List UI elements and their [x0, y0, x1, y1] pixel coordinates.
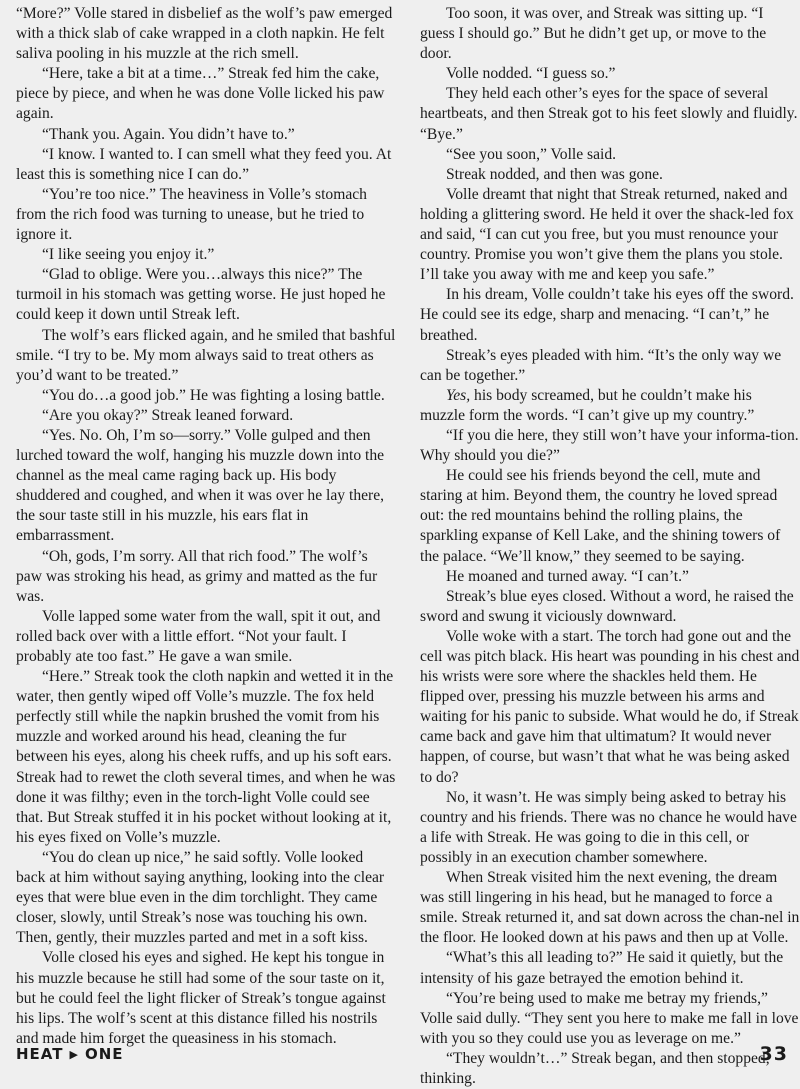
paragraph-text: “Are you okay?” Streak leaned forward. — [42, 406, 294, 424]
paragraph — [16, 386, 396, 406]
left-text-column — [16, 4, 396, 1049]
paragraph-text: “What’s this all leading to?” He said it quietly, but the intensity of his gaze betrayed the emotion behind it. — [420, 949, 784, 987]
paragraph-text: “Thank you. Again. You didn’t have to.” — [42, 125, 295, 143]
paragraph — [420, 185, 800, 285]
paragraph — [16, 64, 396, 124]
paragraph-text: “You’re being used to make me betray my friends,” Volle said dully. “They sent you here to make me fall in love with you so they could use you as leverage on me.” — [420, 989, 799, 1047]
paragraph — [420, 788, 800, 868]
paragraph-text: “Here.” Streak took the cloth napkin and wetted it in the water, then gently wiped off Volle’s muzzle. The fox held perfectly still while the napkin brushed the vomit from his muzzle and worked around his head, cleaning the fur between his eyes, along his cheek ruffs, and up his soft ears. Streak had to rewet the cloth several times, and when he was done it was filthy; even in the torch-light Volle could see that. But Streak stuffed it in his pocket without looking at it, his eyes fixed on Volle’s muzzle. — [16, 668, 396, 846]
paragraph-text: He could see his friends beyond the cell, mute and staring at him. Beyond them, the country he loved spread out: the red mountains behind the rolling plains, the sparkling expanse of Kell Lake, and the shining towers of the palace. “We’ll know,” they seemed to be saying. — [420, 467, 781, 565]
paragraph — [16, 125, 396, 145]
paragraph-text: When Streak visited him the next evening, the dream was still lingering in his head, but he managed to force a smile. Streak returned it, and sat down across the chan-nel in the floor. He looked down at his paws and then up at Volle. — [420, 869, 800, 947]
emphasized-word: Yes, — [446, 386, 471, 404]
paragraph — [420, 627, 800, 788]
paragraph-text: “Yes. No. Oh, I’m so—sorry.” Volle gulped and then lurched toward the wolf, hanging his muzzle down into the channel as the meal came raging back up. His body shuddered and coughed, and when it was over he lay there, the sour taste still in his muzzle, his ears flat in embarrassment. — [16, 426, 385, 545]
paragraph-text: In his dream, Volle couldn’t take his eyes off the sword. He could see its edge, sharp and menacing. “I can’t,” he breathed. — [420, 286, 794, 344]
paragraph — [420, 989, 800, 1049]
paragraph — [16, 406, 396, 426]
page-number: 33 — [759, 1043, 788, 1065]
paragraph-text: “You do…a good job.” He was fighting a losing battle. — [42, 386, 385, 404]
paragraph-text: “I know. I wanted to. I can smell what they feed you. At least this is something nice I can do.” — [16, 145, 392, 183]
paragraph — [420, 346, 800, 386]
paragraph-text: “You do clean up nice,” he said softly. Volle looked back at him without saying anything, looking into the clear eyes that were blue even in the dim torchlight. They came closer, slowly, until Streak’s nose was touching his own. Then, gently, their muzzles parted and met in a soft kiss. — [16, 848, 385, 947]
paragraph-text: “See you soon,” Volle said. — [446, 145, 617, 163]
paragraph — [16, 245, 396, 265]
paragraph-text: “I like seeing you enjoy it.” — [42, 246, 215, 264]
paragraph — [16, 185, 396, 245]
right-text-column — [420, 4, 800, 1089]
paragraph — [420, 84, 800, 144]
paragraph-text: “They wouldn’t…” Streak began, and then stopped, thinking. — [420, 1049, 770, 1087]
paragraph — [420, 145, 800, 165]
paragraph-text: “Glad to oblige. Were you…always this nice?” The turmoil in his stomach was getting worse. He just hoped he could keep it down until Streak left. — [16, 266, 386, 324]
paragraph-text: No, it wasn’t. He was simply being asked to betray his country and his friends. There was no chance he would have a life with Streak. He was going to die in this cell, or possibly in an execution chamber somewhere. — [420, 788, 797, 866]
paragraph — [16, 4, 396, 64]
paragraph — [16, 667, 396, 848]
paragraph-text: “More?” Volle stared in disbelief as the wolf’s paw emerged with a thick slab of cake wrapped in a cloth napkin. He felt saliva pooling in his muzzle at the rich smell. — [16, 5, 393, 63]
paragraph-text: The wolf’s ears flicked again, and he smiled that bashful smile. “I try to be. My mom always said to treat others as you’d want to be treated.” — [16, 326, 396, 384]
paragraph — [16, 326, 396, 386]
paragraph — [420, 64, 800, 84]
paragraph-text: “You’re too nice.” The heaviness in Volle’s stomach from the rich food was turning to unease, but he tried to ignore it. — [16, 185, 367, 244]
paragraph-text: He moaned and turned away. “I can’t.” — [446, 567, 689, 585]
running-head — [16, 1045, 124, 1063]
paragraph-text: Volle nodded. “I guess so.” — [446, 65, 616, 83]
publication-name: HEAT — [16, 1045, 64, 1063]
paragraph — [16, 547, 396, 607]
page-footer — [16, 1045, 788, 1069]
paragraph-text: his body screamed, but he couldn’t make his muzzle form the words. “I can’t give up my country.” — [420, 386, 755, 424]
paragraph-text: Too soon, it was over, and Streak was sitting up. “I guess I should go.” But he didn’t get up, or move to the door. — [420, 5, 767, 63]
paragraph-text: Volle dreamt that night that Streak returned, naked and holding a glittering sword. He held it over the shack-led fox and said, “I can cut you free, but you must renounce your country. Promise you won’t give them the plans you stole. I’ll take you away with me and keep you safe.” — [420, 185, 794, 284]
issue-name: ONE — [84, 1045, 124, 1063]
paragraph-text: Streak nodded, and then was gone. — [446, 165, 663, 183]
triangle-arrow-icon: ▶ — [69, 1048, 79, 1061]
paragraph — [16, 948, 396, 1048]
paragraph — [16, 145, 396, 185]
paragraph-text: “Oh, gods, I’m sorry. All that rich food.” The wolf’s paw was stroking his head, as grimy and matted as the fur was. — [16, 547, 378, 605]
paragraph-text: Volle closed his eyes and sighed. He kept his tongue in his muzzle because he still had some of the sour taste on it, but he could feel the light flicker of Streak’s tongue against his lips. The wolf’s scent at this distance filled his nostrils and made him forget the queasiness in his stomach. — [16, 949, 386, 1047]
paragraph — [16, 607, 396, 667]
paragraph — [16, 265, 396, 325]
paragraph — [420, 386, 800, 426]
paragraph-text: Streak’s blue eyes closed. Without a word, he raised the sword and swung it viciously downward. — [420, 587, 794, 625]
paragraph — [420, 4, 800, 64]
paragraph-text: “Here, take a bit at a time…” Streak fed him the cake, piece by piece, and when he was done Volle licked his paw again. — [16, 65, 385, 123]
paragraph-text: Volle lapped some water from the wall, spit it out, and rolled back over with a little effort. “Not your fault. I probably ate too fast.” He gave a wan smile. — [16, 607, 381, 665]
paragraph — [16, 426, 396, 547]
paragraph — [420, 466, 800, 566]
paragraph-text: Volle woke with a start. The torch had gone out and the cell was pitch black. His heart was pounding in his chest and his wrists were sore where the shackles held them. He flipped over, pressing his muzzle between his arms and waiting for his panic to subside. What would he do, if Streak came back and gave him that ultimatum? It would never happen, of course, but wasn’t that what he was being asked to do? — [420, 627, 800, 786]
paragraph — [420, 948, 800, 988]
paragraph — [16, 848, 396, 948]
paragraph-text: Streak’s eyes pleaded with him. “It’s the only way we can be together.” — [420, 346, 782, 384]
paragraph — [420, 868, 800, 948]
paragraph-text: They held each other’s eyes for the space of several heartbeats, and then Streak got to his feet slowly and fluidly. “Bye.” — [420, 85, 798, 143]
paragraph — [420, 426, 800, 466]
paragraph — [420, 587, 800, 627]
paragraph — [420, 285, 800, 345]
paragraph — [420, 567, 800, 587]
paragraph — [420, 165, 800, 185]
paragraph-text: “If you die here, they still won’t have your informa-tion. Why should you die?” — [420, 426, 799, 465]
